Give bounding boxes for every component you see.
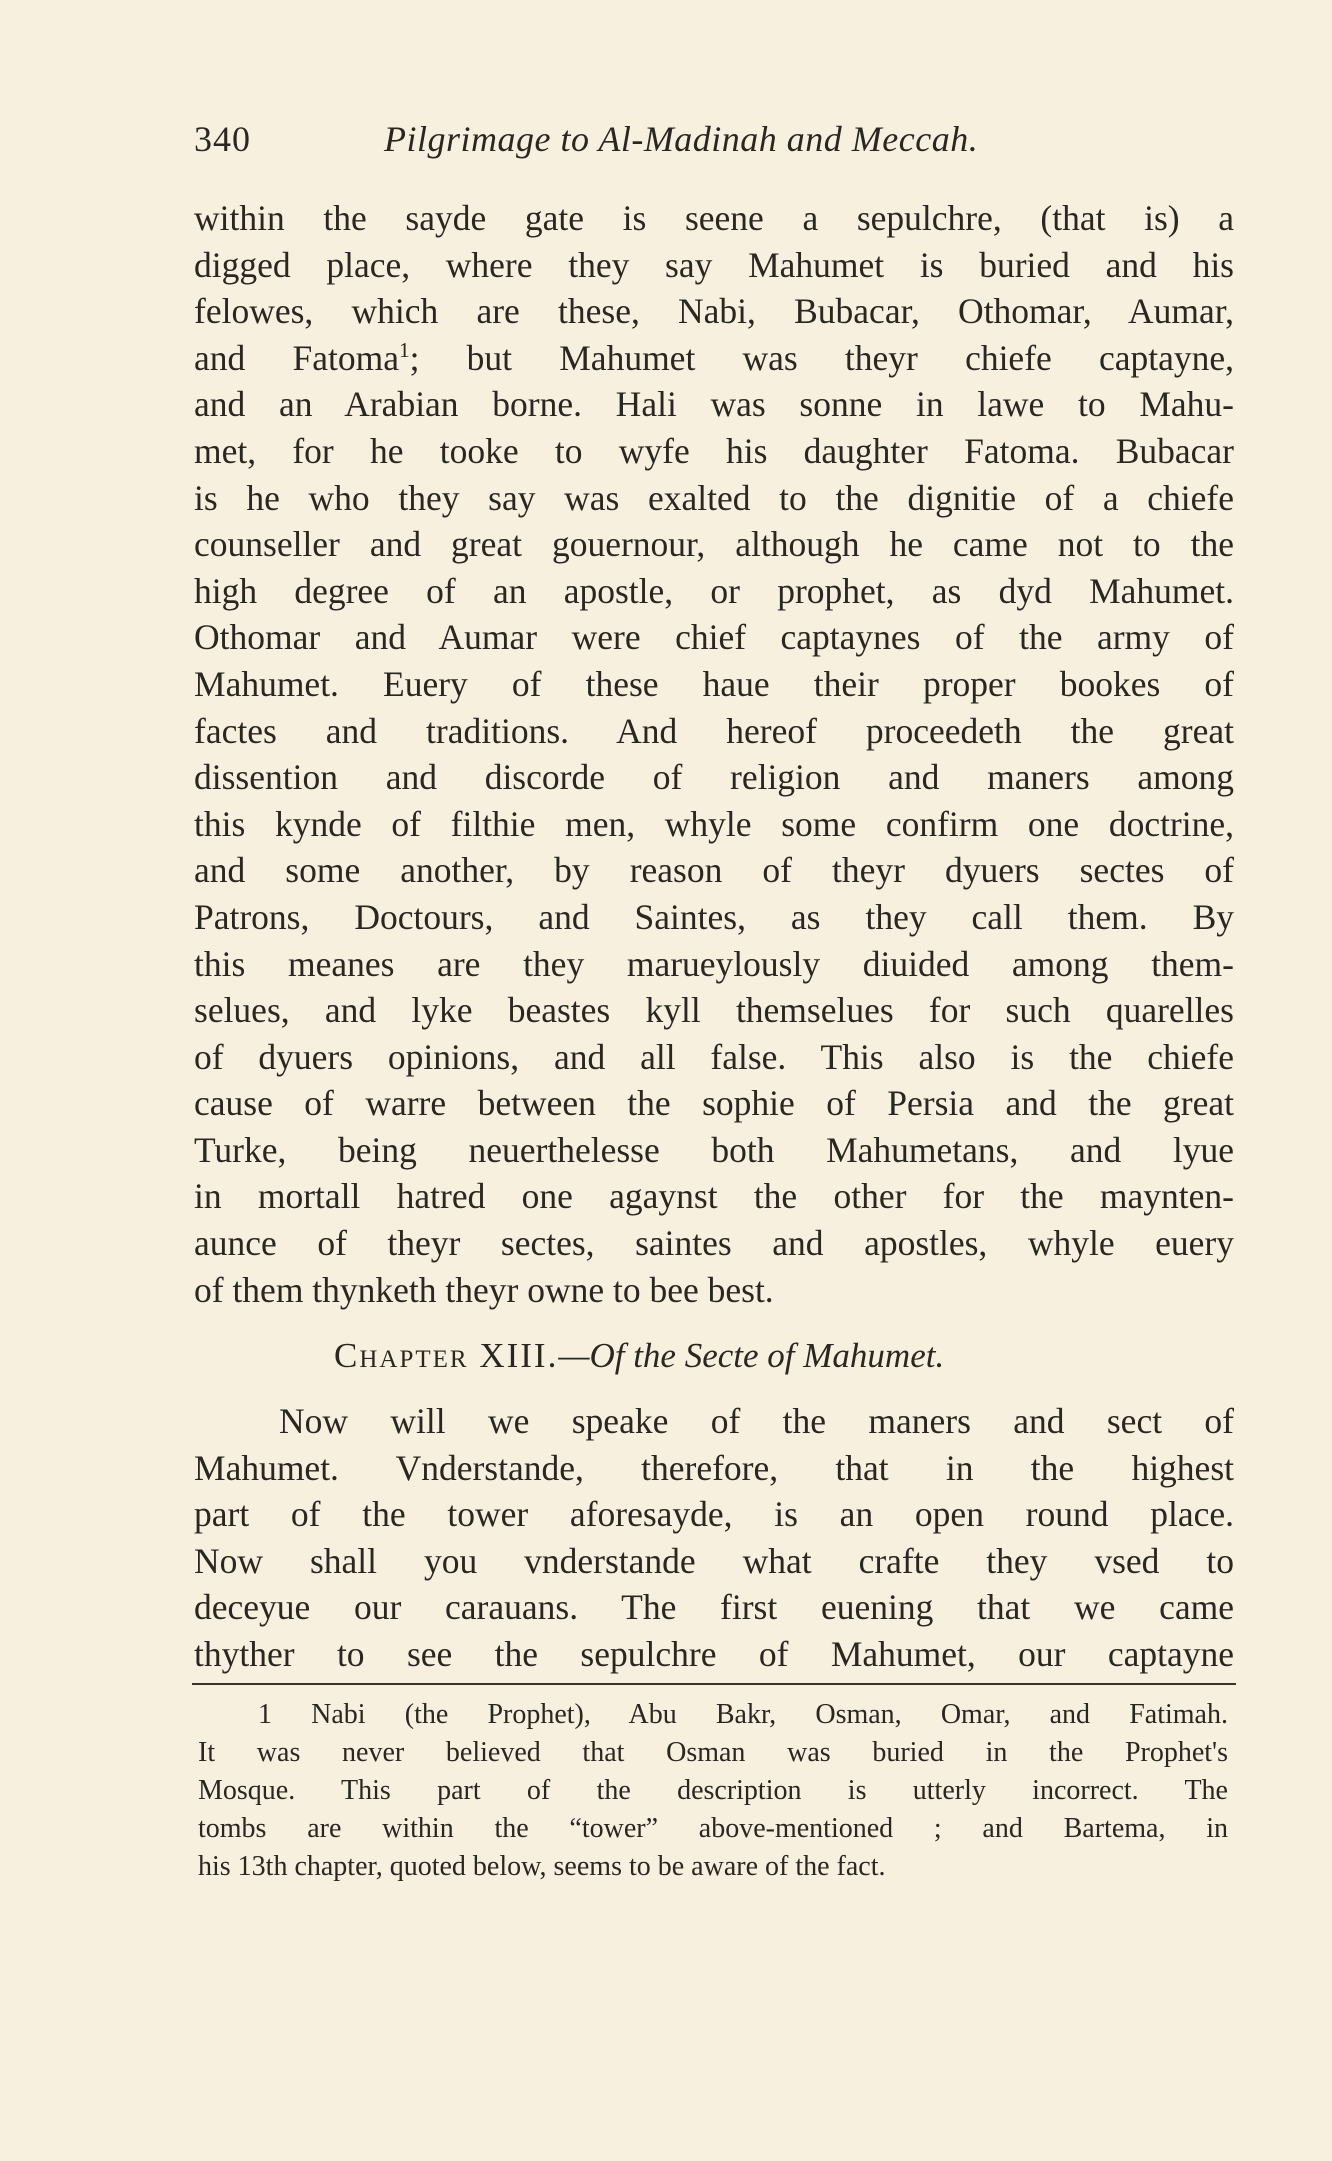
- text-line: is he who they say was exalted to the dignitie of a chiefe: [194, 477, 1234, 518]
- text-line: of them thynketh theyr owne to bee best.: [194, 1269, 774, 1310]
- paragraph-1: [194, 195, 1234, 1313]
- text-line: Now shall you vnderstande what crafte they vsed to: [194, 1540, 1234, 1581]
- footnote-marker: 1: [398, 337, 410, 362]
- text-line: and an Arabian borne. Hali was sonne in lawe to Mahu-: [194, 384, 1234, 425]
- footnote-divider: [192, 1683, 1236, 1685]
- text-line: Othomar and Aumar were chief captaynes of the army of: [194, 617, 1234, 658]
- text-line: Now will we speake of the maners and sect of: [279, 1401, 1234, 1441]
- text-line: part of the tower aforesayde, is an open round place.: [194, 1494, 1234, 1535]
- text-line: aunce of theyr sectes, saintes and apostles, whyle euery: [194, 1223, 1234, 1264]
- text-line: in mortall hatred one agaynst the other for the maynten-: [194, 1176, 1234, 1217]
- text-line: Mahumet. Euery of these haue their proper bookes of: [194, 663, 1234, 704]
- text-line: felowes, which are these, Nabi, Bubacar, Othomar, Aumar,: [194, 291, 1234, 332]
- text-line: dissention and discorde of religion and maners among: [194, 757, 1234, 798]
- text-line: high degree of an apostle, or prophet, as dyd Mahumet.: [194, 570, 1234, 611]
- text-line: Patrons, Doctours, and Saintes, as they call them. By: [194, 896, 1234, 937]
- text-line-with-footnote: [194, 335, 1234, 382]
- footnote-line: 1 Nabi (the Prophet), Abu Bakr, Osman, Omar, and Fatimah.: [258, 1699, 1228, 1730]
- text-segment: ; but Mahumet was theyr chiefe captayne,: [409, 337, 1234, 378]
- text-segment: and Fatoma: [194, 337, 399, 378]
- chapter-label: Chapter XIII.: [334, 1336, 559, 1375]
- running-head: [194, 118, 1234, 168]
- footnote-line: Mosque. This part of the description is utterly incorrect. The: [198, 1775, 1228, 1806]
- text-line: cause of warre between the sophie of Persia and the great: [194, 1083, 1234, 1124]
- running-title: Pilgrimage to Al-Madinah and Meccah.: [384, 119, 979, 159]
- text-line: within the sayde gate is seene a sepulchre, (that is) a: [194, 198, 1234, 238]
- text-line: counseller and great gouernour, although he came not to the: [194, 524, 1234, 565]
- text-line: selues, and lyke beastes kyll themselues for such quarelles: [194, 990, 1234, 1031]
- footnote-line: It was never believed that Osman was buried in the Prophet's: [198, 1737, 1228, 1768]
- text-line: Turke, being neuerthelesse both Mahumetans, and lyue: [194, 1129, 1234, 1170]
- text-line: this meanes are they marueylously diuided among them-: [194, 943, 1234, 984]
- page-number: 340: [194, 119, 251, 159]
- text-line: digged place, where they say Mahumet is buried and his: [194, 244, 1234, 285]
- text-line: Mahumet. Vnderstande, therefore, that in the highest: [194, 1447, 1234, 1488]
- footnote-line: his 13th chapter, quoted below, seems to be aware of the fact.: [198, 1851, 886, 1882]
- text-line: met, for he tooke to wyfe his daughter Fatoma. Bubacar: [194, 430, 1234, 471]
- text-line: deceyue our carauans. The first euening that we came: [194, 1587, 1234, 1628]
- text-line: of dyuers opinions, and all false. This also is the chiefe: [194, 1036, 1234, 1077]
- paragraph-2: [194, 1398, 1234, 1678]
- text-line: and some another, by reason of theyr dyuers sectes of: [194, 850, 1234, 891]
- chapter-heading: [334, 1336, 944, 1376]
- footnotes: [198, 1696, 1228, 1886]
- text-line: this kynde of filthie men, whyle some confirm one doctrine,: [194, 803, 1234, 844]
- text-line: thyther to see the sepulchre of Mahumet, our captayne: [194, 1633, 1234, 1674]
- text-line: factes and traditions. And hereof proceedeth the great: [194, 710, 1234, 751]
- footnote-line: tombs are within the “tower” above-mentioned ; and Bartema, in: [198, 1813, 1228, 1844]
- chapter-title: —Of the Secte of Mahumet.: [558, 1336, 945, 1375]
